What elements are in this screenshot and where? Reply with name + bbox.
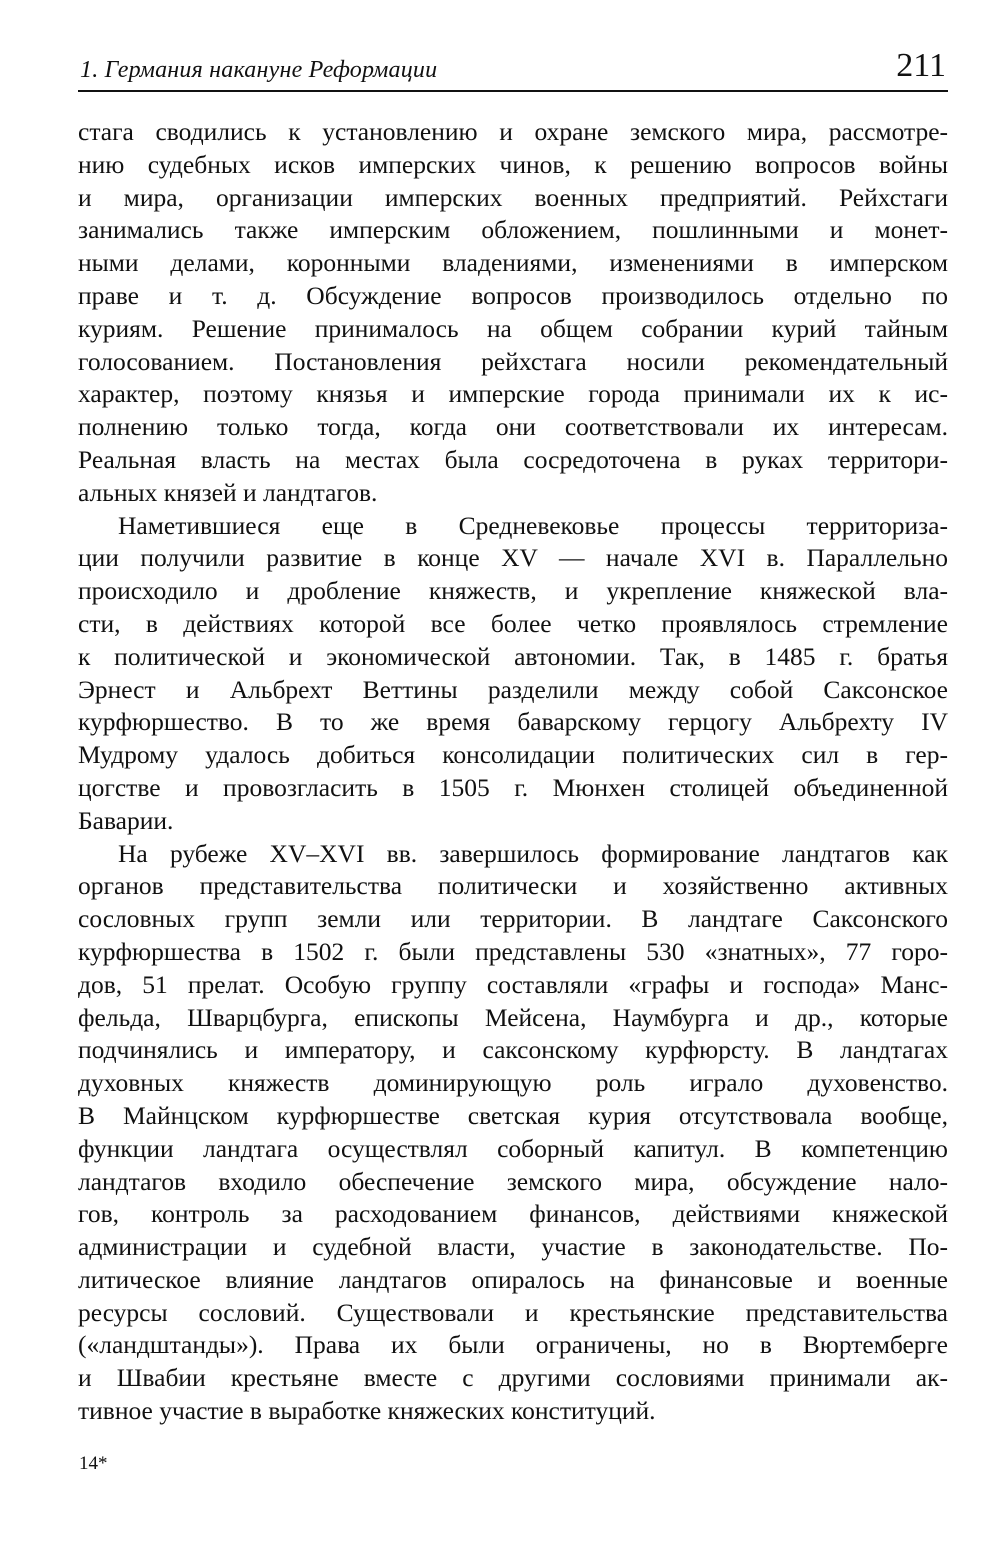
text-line: подчинялись и императору, и саксонскому курфюрсту. В ландтагах bbox=[78, 1035, 948, 1065]
text-line: голосованием. Постановления рейхстага носили рекомендательный bbox=[78, 346, 948, 376]
book-page bbox=[78, 40, 948, 1428]
text-line: администрации и судебной власти, участие в законодательстве. По- bbox=[78, 1232, 948, 1262]
text-line: фельда, Шварцбурга, епископы Мейсена, Наумбурга и др., которые bbox=[78, 1002, 948, 1032]
text-line: Реальная власть на местах была сосредоточена в руках территори- bbox=[78, 444, 948, 474]
text-line: Баварии. bbox=[78, 805, 174, 835]
running-head bbox=[78, 40, 948, 92]
text-line: стага сводились к установлению и охране земского мира, рассмотре- bbox=[78, 117, 948, 146]
text-line: ресурсы сословий. Существовали и крестьянские представительства bbox=[78, 1297, 948, 1327]
paragraph-3 bbox=[78, 838, 948, 1428]
body-text bbox=[78, 116, 948, 1428]
text-line: курфюршества в 1502 г. были представлены 530 «знатных», 77 горо- bbox=[78, 936, 948, 966]
text-line: органов представительства политически и хозяйственно активных bbox=[78, 871, 948, 901]
text-line: Наметившиеся еще в Средневековье процессы территориза- bbox=[118, 510, 948, 540]
text-line: цогстве и провозгласить в 1505 г. Мюнхен столицей объединенной bbox=[78, 772, 948, 802]
text-line: ландтагов входило обеспечение земского мира, обсуждение нало- bbox=[78, 1166, 948, 1196]
text-line: полнению только тогда, когда они соответствовали их интересам. bbox=[78, 412, 948, 442]
page-number: 211 bbox=[896, 47, 946, 84]
text-line: тивное участие в выработке княжеских конституций. bbox=[78, 1396, 656, 1426]
text-line: функции ландтага осуществлял соборный капитул. В компетенцию bbox=[78, 1133, 948, 1163]
text-line: характер, поэтому князья и имперские города принимали их к ис- bbox=[78, 379, 948, 409]
text-line: Эрнест и Альбрехт Веттины разделили между собой Саксонское bbox=[78, 674, 948, 704]
text-line: сти, в действиях которой все более четко проявлялось стремление bbox=[78, 608, 948, 638]
text-line: духовных княжеств доминирующую роль играло духовенство. bbox=[78, 1068, 948, 1098]
section-title: 1. Германия накануне Реформации bbox=[80, 57, 438, 83]
paragraph-1 bbox=[78, 116, 948, 510]
text-line: и Швабии крестьяне вместе с другими сословиями принимали ак- bbox=[78, 1363, 948, 1393]
text-line: Мудрому удалось добиться консолидации политических сил в гер- bbox=[78, 740, 948, 770]
text-line: гов, контроль за расходованием финансов, действиями княжеской bbox=[78, 1199, 948, 1229]
text-line: сословных групп земли или территории. В ландтаге Саксонского bbox=[78, 904, 948, 934]
text-line: нию судебных исков имперских чинов, к решению вопросов войны bbox=[78, 149, 948, 179]
text-line: В Майнцском курфюршестве светская курия отсутствовала вообще, bbox=[78, 1100, 948, 1130]
text-line: На рубеже XV–XVI вв. завершилось формирование ландтагов как bbox=[118, 838, 948, 868]
text-line: ными делами, коронными владениями, изменениями в имперском bbox=[78, 248, 948, 278]
text-line: дов, 51 прелат. Особую группу составляли «графы и господа» Манс- bbox=[78, 969, 948, 999]
text-line: к политической и экономической автономии. Так, в 1485 г. братья bbox=[78, 641, 948, 671]
text-line: («ландштанды»). Права их были ограничены, но в Вюртемберге bbox=[78, 1330, 948, 1360]
text-line: и мира, организации имперских военных предприятий. Рейхстаги bbox=[78, 182, 948, 212]
text-line: занимались также имперским обложением, пошлинными и монет- bbox=[78, 215, 948, 245]
signature-mark: 14* bbox=[79, 1453, 108, 1474]
paragraph-2 bbox=[78, 510, 948, 838]
text-line: куриям. Решение принималось на общем собрании курий тайным bbox=[78, 313, 948, 343]
text-line: альных князей и ландтагов. bbox=[78, 477, 378, 507]
text-line: литическое влияние ландтагов опиралось на финансовые и военные bbox=[78, 1264, 948, 1294]
text-line: происходило и дробление княжеств, и укрепление княжеской вла- bbox=[78, 576, 948, 606]
text-line: курфюршество. В то же время баварскому герцогу Альбрехту IV bbox=[78, 707, 948, 737]
text-line: праве и т. д. Обсуждение вопросов производилось отдельно по bbox=[78, 280, 948, 310]
text-line: ции получили развитие в конце XV — начале XVI в. Параллельно bbox=[78, 543, 948, 573]
